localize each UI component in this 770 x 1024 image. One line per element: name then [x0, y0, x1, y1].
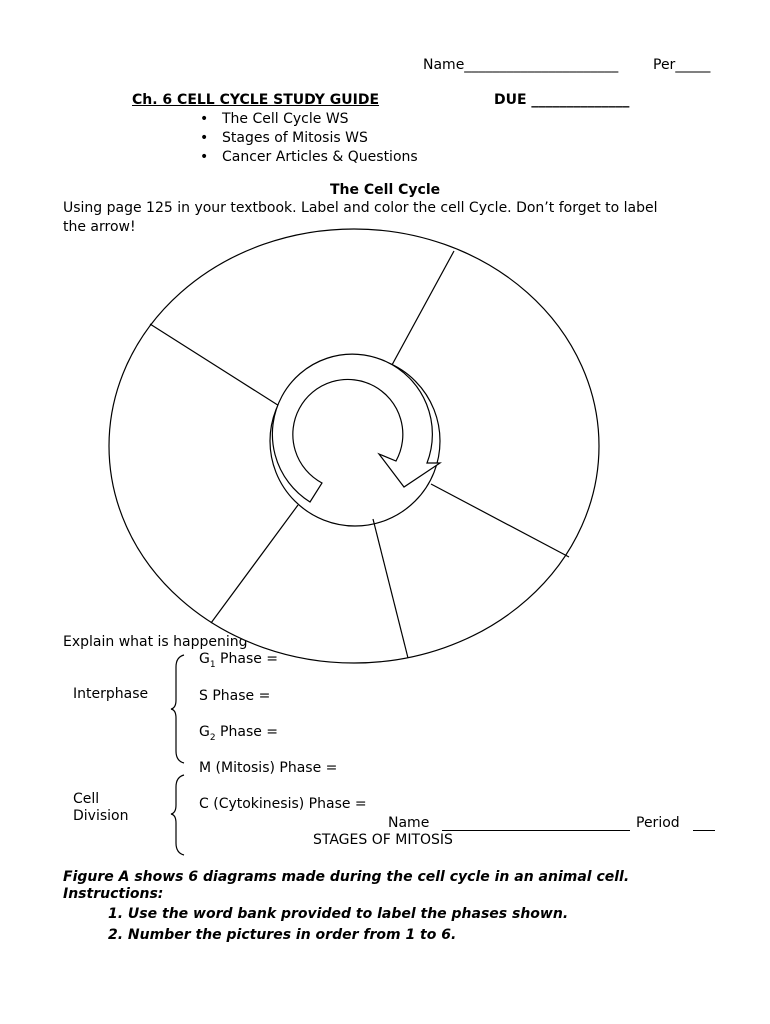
list-item: • The Cell Cycle WS: [200, 110, 418, 129]
g2-phase-label: $G_2$ Phase =: [199, 724, 279, 743]
interphase-brace-icon: [171, 655, 184, 763]
page2-period-line: [693, 830, 715, 831]
page2-name-line: [442, 830, 630, 831]
explain-prompt: Explain what is happening: [63, 634, 248, 650]
cell-division-brace-icon: [171, 775, 184, 855]
c-phase-label: C (Cytokinesis) Phase =: [199, 796, 367, 812]
figure-description: Figure A shows 6 diagrams made during the cell cycle in an animal cell.: [63, 869, 630, 885]
interphase-label: Interphase: [73, 686, 149, 702]
name-label: Name______________________: [423, 57, 619, 73]
instructions-heading: Instructions:: [63, 886, 164, 902]
instructions-text: Using page 125 in your textbook. Label and color the cell Cycle. Don’t forget to label: [63, 200, 658, 216]
list-item: • Cancer Articles & Questions: [200, 148, 418, 167]
list-item: • Stages of Mitosis WS: [200, 129, 418, 148]
section-heading: The Cell Cycle: [330, 182, 441, 198]
cell-division-label-cont: Division: [73, 808, 129, 824]
stages-title: STAGES OF MITOSIS: [313, 832, 453, 848]
cell-division-label: Cell: [73, 791, 100, 807]
instructions-text-cont: the arrow!: [63, 219, 136, 235]
due-label: DUE ______________: [494, 92, 630, 108]
m-phase-label: M (Mitosis) Phase =: [199, 760, 338, 776]
page2-name-label: Name: [388, 815, 430, 831]
g1-phase-label: $G_1$ Phase =: [199, 651, 279, 670]
instruction-list: [108, 904, 568, 946]
period-label: Per_____: [653, 57, 711, 73]
list-item: 1. Use the word bank provided to label the phases shown.: [108, 906, 569, 922]
s-phase-label: S Phase =: [199, 688, 271, 704]
list-item: 2. Number the pictures in order from 1 to 6.: [108, 927, 457, 943]
page2-period-label: Period: [636, 815, 680, 831]
page-title: Ch. 6 CELL CYCLE STUDY GUIDE: [132, 92, 380, 108]
